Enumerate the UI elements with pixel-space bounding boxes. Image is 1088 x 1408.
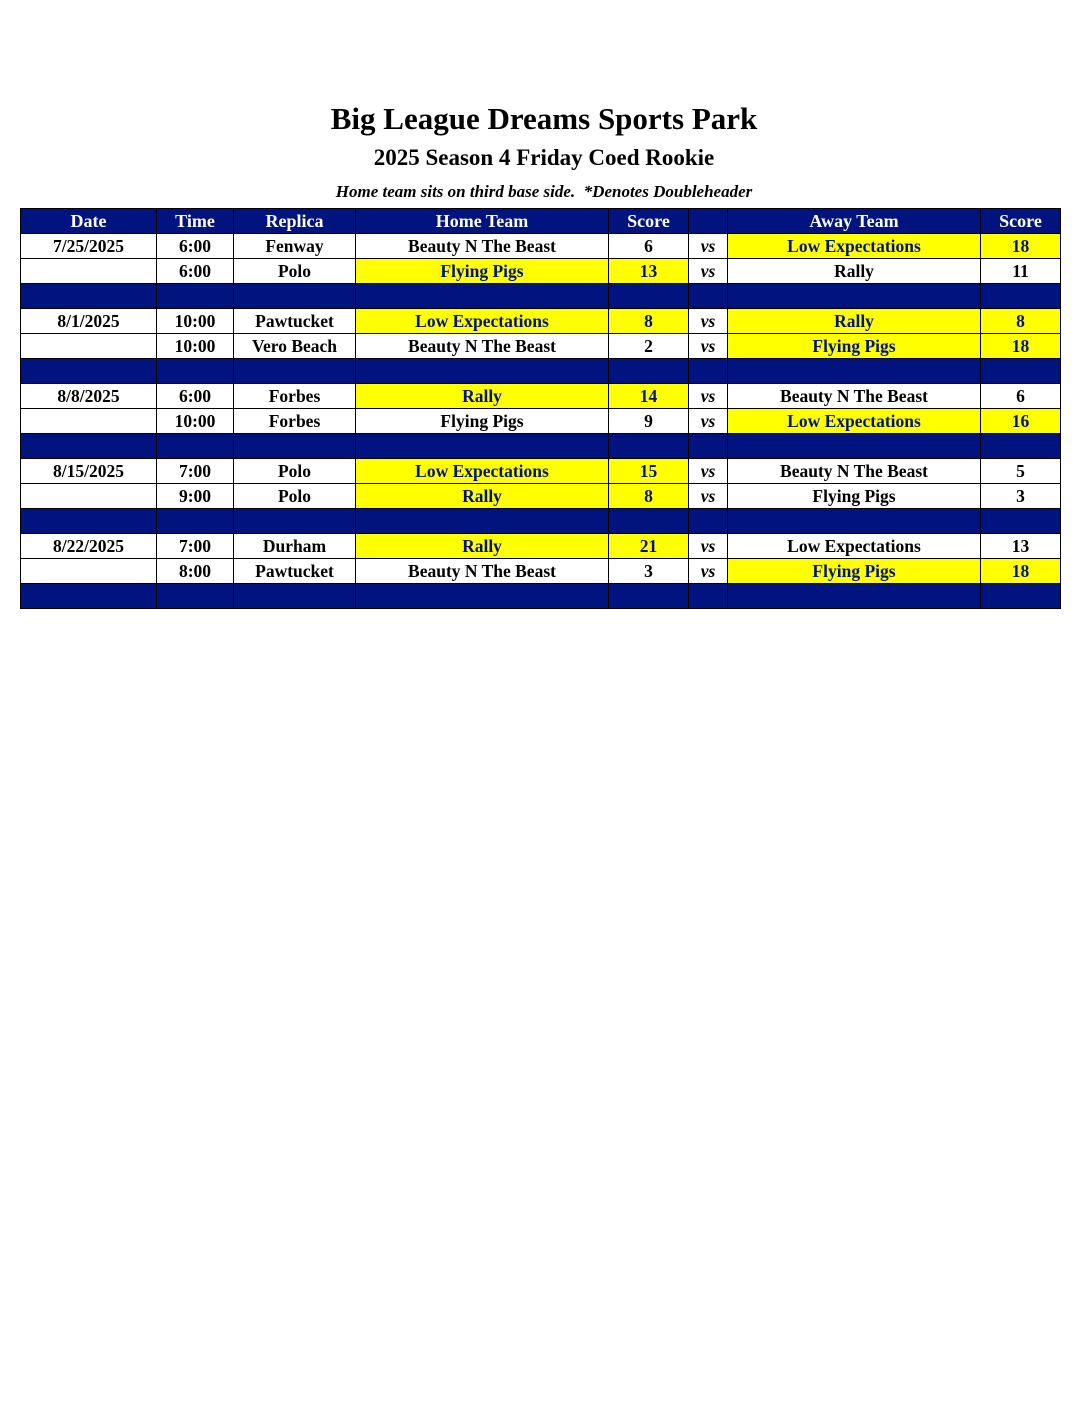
header-away-team: Away Team xyxy=(728,209,981,234)
game-date: 8/15/2025 xyxy=(21,459,157,484)
away-score: 5 xyxy=(981,459,1061,484)
game-replica: Durham xyxy=(234,534,356,559)
away-team: Flying Pigs xyxy=(728,484,981,509)
separator-cell xyxy=(234,284,356,309)
separator-cell xyxy=(157,509,234,534)
home-score: 8 xyxy=(609,484,689,509)
schedule-table xyxy=(20,208,1061,609)
away-team: Rally xyxy=(728,309,981,334)
away-score: 18 xyxy=(981,234,1061,259)
home-team: Rally xyxy=(356,384,609,409)
week-separator xyxy=(21,284,1061,309)
home-team: Beauty N The Beast xyxy=(356,234,609,259)
game-time: 6:00 xyxy=(157,234,234,259)
separator-cell xyxy=(609,284,689,309)
game-replica: Polo xyxy=(234,459,356,484)
game-replica: Fenway xyxy=(234,234,356,259)
separator-cell xyxy=(609,509,689,534)
game-row xyxy=(21,259,1061,284)
game-time: 8:00 xyxy=(157,559,234,584)
separator-cell xyxy=(689,509,728,534)
away-team: Beauty N The Beast xyxy=(728,384,981,409)
away-team: Rally xyxy=(728,259,981,284)
home-team: Low Expectations xyxy=(356,459,609,484)
away-score: 16 xyxy=(981,409,1061,434)
game-row xyxy=(21,409,1061,434)
away-score: 13 xyxy=(981,534,1061,559)
home-score: 2 xyxy=(609,334,689,359)
home-team: Beauty N The Beast xyxy=(356,559,609,584)
separator-cell xyxy=(981,284,1061,309)
page-title: Big League Dreams Sports Park xyxy=(330,101,758,136)
separator-cell xyxy=(981,509,1061,534)
game-replica: Vero Beach xyxy=(234,334,356,359)
away-score: 8 xyxy=(981,309,1061,334)
separator-cell xyxy=(728,509,981,534)
separator-cell xyxy=(234,434,356,459)
home-score: 8 xyxy=(609,309,689,334)
away-score: 6 xyxy=(981,384,1061,409)
week-separator xyxy=(21,434,1061,459)
separator-cell xyxy=(21,434,157,459)
game-replica: Forbes xyxy=(234,409,356,434)
game-time: 7:00 xyxy=(157,534,234,559)
separator-cell xyxy=(981,359,1061,384)
schedule-note: Home team sits on third base side. *Denotes Doubleheader xyxy=(335,182,753,201)
game-replica: Forbes xyxy=(234,384,356,409)
separator-cell xyxy=(21,509,157,534)
separator-cell xyxy=(689,584,728,609)
home-score: 6 xyxy=(609,234,689,259)
game-time: 6:00 xyxy=(157,259,234,284)
vs-label: vs xyxy=(689,334,728,359)
away-team: Flying Pigs xyxy=(728,559,981,584)
vs-label: vs xyxy=(689,559,728,584)
game-row xyxy=(21,484,1061,509)
header-home-score: Score xyxy=(609,209,689,234)
home-team: Rally xyxy=(356,534,609,559)
away-team: Flying Pigs xyxy=(728,334,981,359)
game-row xyxy=(21,334,1061,359)
separator-cell xyxy=(21,584,157,609)
home-score: 9 xyxy=(609,409,689,434)
header-away-score: Score xyxy=(981,209,1061,234)
separator-cell xyxy=(728,284,981,309)
game-date: 8/8/2025 xyxy=(21,384,157,409)
separator-cell xyxy=(356,359,609,384)
game-row xyxy=(21,309,1061,334)
game-time: 9:00 xyxy=(157,484,234,509)
separator-cell xyxy=(21,359,157,384)
away-score: 18 xyxy=(981,334,1061,359)
separator-cell xyxy=(981,434,1061,459)
game-row xyxy=(21,234,1061,259)
header-date: Date xyxy=(21,209,157,234)
home-score: 13 xyxy=(609,259,689,284)
home-team: Beauty N The Beast xyxy=(356,334,609,359)
separator-cell xyxy=(689,359,728,384)
schedule-body xyxy=(21,234,1061,609)
vs-label: vs xyxy=(689,409,728,434)
vs-label: vs xyxy=(689,459,728,484)
header-time: Time xyxy=(157,209,234,234)
vs-label: vs xyxy=(689,534,728,559)
vs-label: vs xyxy=(689,234,728,259)
vs-label: vs xyxy=(689,384,728,409)
vs-label: vs xyxy=(689,484,728,509)
game-date xyxy=(21,334,157,359)
page-subtitle: 2025 Season 4 Friday Coed Rookie xyxy=(373,145,715,170)
home-team: Flying Pigs xyxy=(356,409,609,434)
separator-cell xyxy=(981,584,1061,609)
game-row xyxy=(21,534,1061,559)
header-replica: Replica xyxy=(234,209,356,234)
game-replica: Pawtucket xyxy=(234,309,356,334)
separator-cell xyxy=(689,434,728,459)
game-row xyxy=(21,459,1061,484)
game-date: 7/25/2025 xyxy=(21,234,157,259)
game-replica: Polo xyxy=(234,484,356,509)
home-score: 3 xyxy=(609,559,689,584)
separator-cell xyxy=(609,584,689,609)
separator-cell xyxy=(609,359,689,384)
separator-cell xyxy=(356,434,609,459)
home-score: 14 xyxy=(609,384,689,409)
away-score: 3 xyxy=(981,484,1061,509)
separator-cell xyxy=(157,359,234,384)
header-row xyxy=(21,209,1061,234)
game-replica: Pawtucket xyxy=(234,559,356,584)
home-team: Flying Pigs xyxy=(356,259,609,284)
separator-cell xyxy=(21,284,157,309)
header-vs xyxy=(689,209,728,234)
separator-cell xyxy=(728,359,981,384)
game-date xyxy=(21,484,157,509)
separator-cell xyxy=(609,434,689,459)
separator-cell xyxy=(356,584,609,609)
away-team: Beauty N The Beast xyxy=(728,459,981,484)
game-date xyxy=(21,259,157,284)
header-home-team: Home Team xyxy=(356,209,609,234)
separator-cell xyxy=(234,584,356,609)
separator-cell xyxy=(157,434,234,459)
separator-cell xyxy=(234,359,356,384)
week-separator xyxy=(21,584,1061,609)
game-date xyxy=(21,559,157,584)
away-score: 18 xyxy=(981,559,1061,584)
home-score: 15 xyxy=(609,459,689,484)
separator-cell xyxy=(234,509,356,534)
game-time: 10:00 xyxy=(157,409,234,434)
game-date xyxy=(21,409,157,434)
home-team: Rally xyxy=(356,484,609,509)
game-time: 6:00 xyxy=(157,384,234,409)
game-row xyxy=(21,559,1061,584)
away-score: 11 xyxy=(981,259,1061,284)
game-row xyxy=(21,384,1061,409)
separator-cell xyxy=(157,284,234,309)
separator-cell xyxy=(356,509,609,534)
separator-cell xyxy=(157,584,234,609)
week-separator xyxy=(21,509,1061,534)
vs-label: vs xyxy=(689,309,728,334)
away-team: Low Expectations xyxy=(728,234,981,259)
game-replica: Polo xyxy=(234,259,356,284)
game-date: 8/22/2025 xyxy=(21,534,157,559)
vs-label: vs xyxy=(689,259,728,284)
home-team: Low Expectations xyxy=(356,309,609,334)
separator-cell xyxy=(728,584,981,609)
separator-cell xyxy=(728,434,981,459)
away-team: Low Expectations xyxy=(728,409,981,434)
separator-cell xyxy=(689,284,728,309)
home-score: 21 xyxy=(609,534,689,559)
game-time: 10:00 xyxy=(157,334,234,359)
game-time: 10:00 xyxy=(157,309,234,334)
separator-cell xyxy=(356,284,609,309)
week-separator xyxy=(21,359,1061,384)
game-date: 8/1/2025 xyxy=(21,309,157,334)
game-time: 7:00 xyxy=(157,459,234,484)
away-team: Low Expectations xyxy=(728,534,981,559)
